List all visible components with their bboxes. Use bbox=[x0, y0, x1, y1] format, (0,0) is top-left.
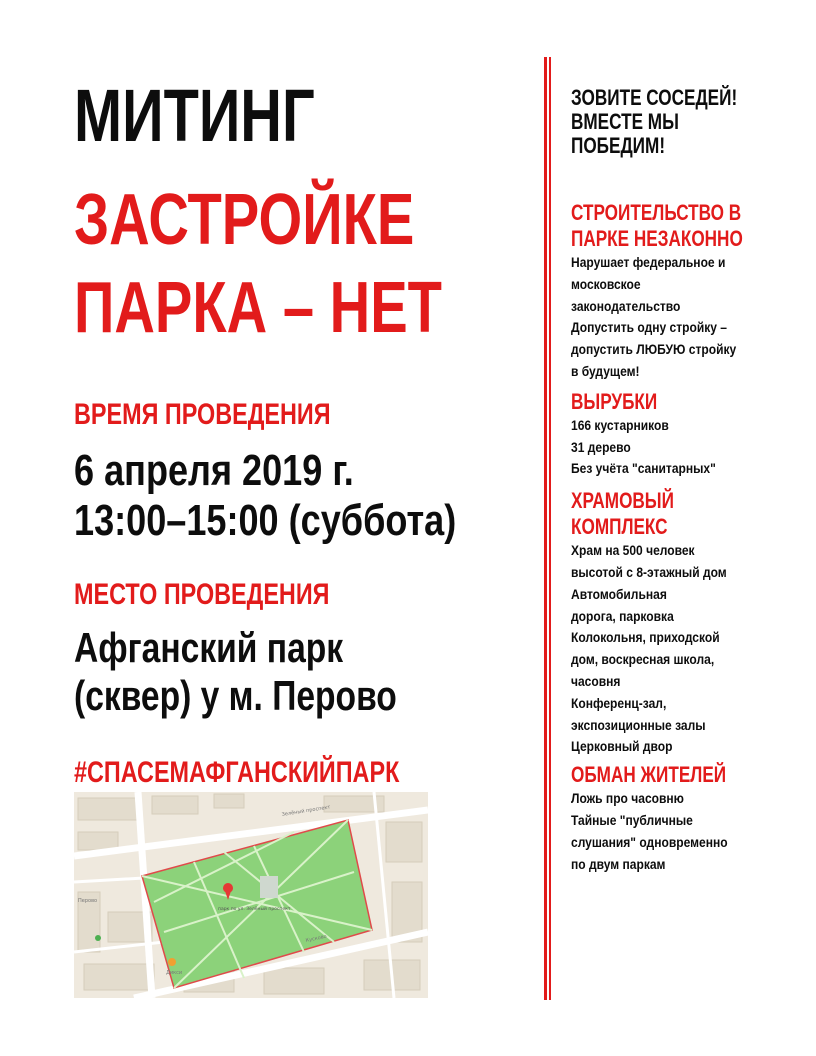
place-label: МЕСТО ПРОВЕДЕНИЯ bbox=[74, 578, 330, 611]
map-left-label: Перово bbox=[78, 898, 98, 904]
map-park-label: парк по ул. Зелёный проспект bbox=[218, 907, 291, 912]
section-logging: ВЫРУБКИ 166 кустарников 31 дерево Без учёта "санитарных" bbox=[571, 389, 801, 480]
map-street-top: Зелёный проспект bbox=[281, 804, 331, 818]
page-title: МИТИНГ bbox=[74, 74, 315, 157]
event-date: 6 апреля 2019 г. bbox=[74, 446, 354, 495]
section-temple: ХРАМОВЫЙ КОМПЛЕКС Храм на 500 человек высотой с 8-этажный дом Автомобильная дорога, парковка Колокольня, приходской дом, воскресная школа, часовня Конференц-зал, экспозиционные залы Церковный двор bbox=[571, 488, 801, 758]
section-illegal: СТРОИТЕЛЬСТВО В ПАРКЕ НЕЗАКОННО Нарушает федеральное и московское законодательство Допустить одну стройку – допустить ЛЮБУЮ стройку в будущем! bbox=[571, 200, 801, 383]
call-to-action: ЗОВИТЕ СОСЕДЕЙ! ВМЕСТЕ МЫ ПОБЕДИМ! bbox=[571, 85, 738, 158]
park-map bbox=[74, 792, 428, 998]
section-heading: ОБМАН ЖИТЕЛЕЙ bbox=[571, 762, 727, 788]
section-heading: ХРАМОВЫЙ КОМПЛЕКС bbox=[571, 488, 674, 540]
right-column bbox=[571, 86, 801, 875]
section-heading: СТРОИТЕЛЬСТВО В ПАРКЕ НЕЗАКОННО bbox=[571, 200, 743, 251]
slogan bbox=[74, 176, 442, 352]
place-block bbox=[74, 624, 397, 720]
event-hours: 13:00–15:00 (суббота) bbox=[74, 496, 457, 545]
slogan-line-1: ЗАСТРОЙКЕ bbox=[74, 180, 415, 260]
hashtag: #СПАСЕМАФГАНСКИЙПАРК bbox=[74, 756, 400, 789]
time-label: ВРЕМЯ ПРОВЕДЕНИЯ bbox=[74, 398, 331, 431]
section-heading: ВЫРУБКИ bbox=[571, 388, 658, 414]
place-line-2: (сквер) у м. Перово bbox=[74, 672, 397, 719]
time-block bbox=[74, 446, 456, 546]
map-street-bottom: Кусково bbox=[305, 933, 328, 944]
place-line-1: Афганский парк bbox=[74, 624, 344, 671]
slogan-line-2: ПАРКА – НЕТ bbox=[74, 268, 442, 348]
map-shop-label: Дикси bbox=[166, 970, 183, 976]
column-divider bbox=[544, 57, 551, 1000]
section-deception: ОБМАН ЖИТЕЛЕЙ Ложь про часовню Тайные "публичные слушания" одновременно по двум паркам bbox=[571, 762, 801, 875]
